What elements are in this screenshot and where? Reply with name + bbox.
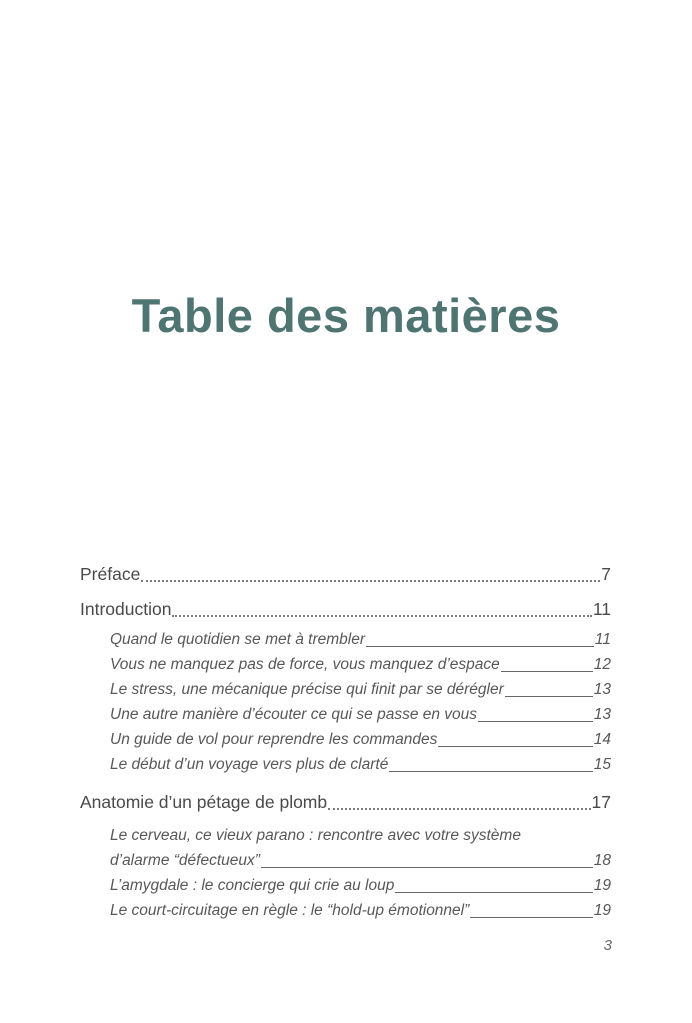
line-leader bbox=[478, 721, 593, 722]
line-leader bbox=[438, 746, 592, 747]
toc-entry-page: 11 bbox=[594, 631, 611, 648]
toc-entry-page: 14 bbox=[593, 731, 611, 748]
toc-entry-title: Le début d’un voyage vers plus de clarté bbox=[110, 756, 389, 773]
toc-entry-title: L’amygdale : le concierge qui crie au loup bbox=[110, 877, 395, 894]
toc-entry-anatomie[interactable] bbox=[80, 790, 611, 814]
toc-entry-introduction[interactable] bbox=[80, 597, 611, 621]
toc-subentry-line1[interactable] bbox=[110, 825, 611, 847]
toc-entry-page: 19 bbox=[593, 877, 611, 894]
toc-entry-title: Le court-circuitage en règle : le “hold-up émotionnel” bbox=[110, 902, 470, 919]
line-leader bbox=[505, 696, 593, 697]
toc-subentry[interactable] bbox=[110, 654, 611, 676]
toc-entry-page: 12 bbox=[593, 656, 611, 673]
toc-subentry[interactable] bbox=[110, 729, 611, 751]
dot-leader bbox=[141, 580, 600, 582]
toc-entry-page: 17 bbox=[591, 792, 611, 812]
toc-entry-preface[interactable] bbox=[80, 562, 611, 586]
line-leader bbox=[261, 867, 593, 868]
page-number: 3 bbox=[603, 937, 612, 954]
toc-entry-title: Introduction bbox=[80, 599, 172, 619]
toc-subentry-line2[interactable] bbox=[110, 850, 611, 872]
toc-entry-title: Le stress, une mécanique précise qui finit par se dérégler bbox=[110, 681, 504, 698]
toc-subentry[interactable] bbox=[110, 629, 611, 651]
line-leader bbox=[389, 771, 592, 772]
toc-entry-page: 13 bbox=[593, 681, 611, 698]
toc-subentry[interactable] bbox=[110, 900, 611, 922]
toc-entry-title: Une autre manière d’écouter ce qui se passe en vous bbox=[110, 706, 478, 723]
toc-entry-page: 19 bbox=[593, 902, 611, 919]
line-leader bbox=[470, 917, 592, 918]
toc-entry-title: Un guide de vol pour reprendre les commandes bbox=[110, 731, 438, 748]
toc-entry-title: Anatomie d’un pétage de plomb bbox=[80, 792, 328, 812]
toc-subentry[interactable] bbox=[110, 754, 611, 776]
line-leader bbox=[395, 892, 592, 893]
toc-entry-title: Vous ne manquez pas de force, vous manquez d’espace bbox=[110, 656, 500, 673]
toc-entry-page: 15 bbox=[593, 756, 611, 773]
line-leader bbox=[501, 671, 593, 672]
dot-leader bbox=[172, 615, 591, 617]
toc-entry-title: Quand le quotidien se met à trembler bbox=[110, 631, 366, 648]
toc-entry-page: 7 bbox=[601, 564, 611, 584]
toc-subentry[interactable] bbox=[110, 679, 611, 701]
toc-subentry[interactable] bbox=[110, 875, 611, 897]
line-leader bbox=[366, 646, 594, 647]
dot-leader bbox=[328, 808, 590, 810]
toc-subentry[interactable] bbox=[110, 704, 611, 726]
toc-entry-page: 18 bbox=[593, 852, 611, 869]
toc-entry-title: Le cerveau, ce vieux parano : rencontre avec votre système bbox=[110, 827, 521, 844]
toc-entry-page: 13 bbox=[593, 706, 611, 723]
toc-entry-title-continuation: d’alarme “défectueux” bbox=[110, 852, 260, 869]
toc-entry-title: Préface bbox=[80, 564, 141, 584]
toc-entry-page: 11 bbox=[592, 599, 611, 619]
page-title: Table des matières bbox=[131, 289, 561, 342]
